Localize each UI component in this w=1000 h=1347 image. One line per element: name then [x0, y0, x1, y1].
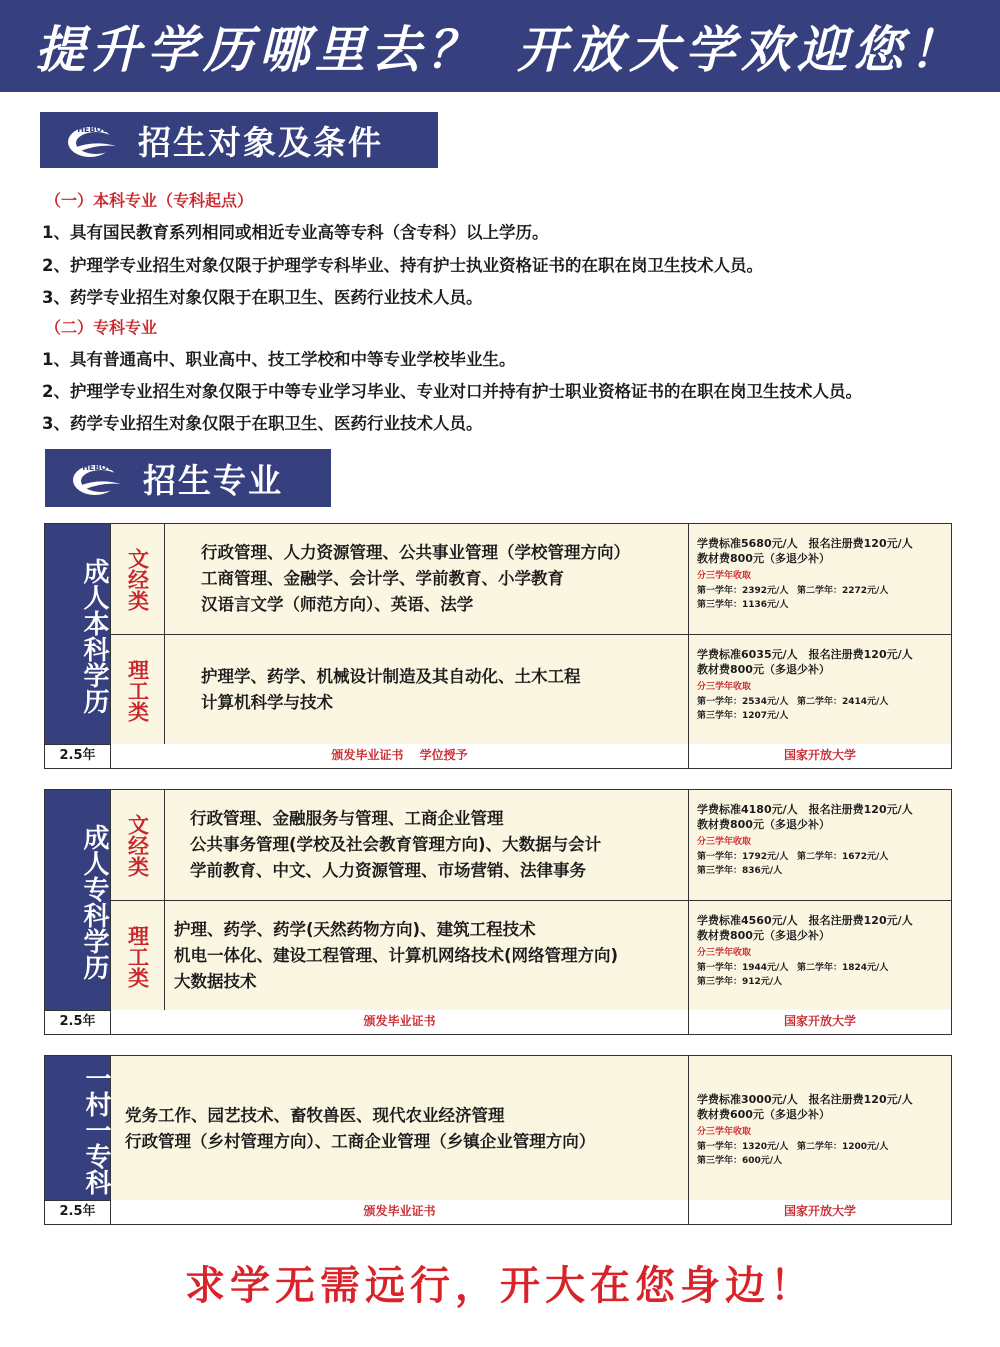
- major-line: 护理学、药学、机械设计制造及其自动化、土木工程: [201, 667, 581, 686]
- major-line: 公共事务管理(学校及社会教育管理方向)、大数据与会计: [190, 835, 602, 854]
- certificate-label: 颁发毕业证书: [111, 1200, 689, 1224]
- condition-line: 3、药学专业招生对象仅限于在职卫生、医药行业技术人员。: [42, 288, 483, 307]
- section-banner-programs: [45, 449, 331, 507]
- group-heading-undergrad: （一）本科专业（专科起点）: [45, 191, 254, 210]
- certificate-label: 颁发毕业证书: [111, 1010, 689, 1034]
- year3-fee: 第三学年：600元/人: [697, 1156, 783, 1166]
- fee-panel: [689, 901, 951, 1011]
- headline-part2: 开放大学欢迎您！: [517, 20, 965, 79]
- majors-list: [125, 1056, 689, 1201]
- fee-panel: [689, 635, 951, 745]
- major-line: 学前教育、中文、人力资源管理、市场营销、法律事务: [190, 861, 586, 880]
- year3-fee: 第三学年：1136元/人: [697, 600, 789, 610]
- year3-fee: 第三学年：912元/人: [697, 977, 783, 987]
- degree-column: [45, 1056, 111, 1224]
- duration-label: 2.5年: [45, 744, 111, 768]
- year1-fee: 第一学年：1320元/人: [697, 1142, 789, 1152]
- year-fees: [697, 961, 951, 975]
- fee-line: 教材费800元（多退少补）: [697, 818, 830, 831]
- duration-label: 2.5年: [45, 1200, 111, 1224]
- year2-fee: 第二学年：2272元/人: [797, 586, 889, 596]
- logo-text: HEBOU: [82, 463, 114, 472]
- degree-column: [45, 790, 111, 1034]
- fee-panel: [689, 790, 951, 900]
- fee-note: 分三学年收取: [697, 682, 752, 692]
- condition-line: 3、药学专业招生对象仅限于在职卫生、医药行业技术人员。: [42, 414, 483, 433]
- section-title-programs: 招生专业: [143, 460, 283, 500]
- year1-fee: 第一学年：1792元/人: [697, 852, 789, 862]
- condition-line: 1、具有普通高中、职业高中、技工学校和中等专业学校毕业生。: [42, 350, 516, 369]
- issuer-label: 国家开放大学: [783, 1014, 856, 1028]
- program-table-associate: [44, 789, 952, 1035]
- category-label: 文经类: [111, 524, 165, 634]
- major-line: 计算机科学与技术: [201, 693, 333, 712]
- degree-name: 一村一专科: [81, 1065, 111, 1195]
- program-row-science: [111, 635, 951, 746]
- year-fees: [697, 584, 951, 598]
- top-banner: [0, 0, 1000, 92]
- fee-line: 教材费800元（多退少补）: [697, 552, 830, 565]
- logo-text: HEBOU: [77, 125, 109, 134]
- year3-fee: 第三学年：1207元/人: [697, 711, 789, 721]
- hebou-logo-icon: [69, 458, 127, 498]
- certificate-row: [111, 1200, 951, 1224]
- degree-column: [45, 524, 111, 768]
- degree-name: 成人专科学历: [79, 824, 109, 980]
- year1-fee: 第一学年：2392元/人: [697, 586, 789, 596]
- fee-note: 分三学年收取: [697, 571, 752, 581]
- year2-fee: 第二学年：1824元/人: [797, 963, 889, 973]
- fee-note: 分三学年收取: [697, 837, 752, 847]
- program-row-liberal-arts: [111, 524, 951, 635]
- condition-line: 2、护理学专业招生对象仅限于护理学专科毕业、持有护士执业资格证书的在职在岗卫生技术人员。: [42, 256, 763, 275]
- year2-fee: 第二学年：1200元/人: [797, 1142, 889, 1152]
- certificate-label: 颁发毕业证书 学位授予: [111, 744, 689, 768]
- headline: [35, 10, 965, 82]
- fee-line: 学费标准4180元/人 报名注册费120元/人: [697, 803, 913, 816]
- duration-label: 2.5年: [45, 1010, 111, 1034]
- program-row-liberal-arts: [111, 790, 951, 901]
- major-line: 行政管理（乡村管理方向）、工商企业管理（乡镇企业管理方向）: [125, 1131, 596, 1151]
- program-table-bachelor: [44, 523, 952, 769]
- hebou-logo-icon: [64, 120, 122, 160]
- program-row-science: [111, 901, 951, 1012]
- majors-list: [201, 524, 689, 634]
- headline-part1: 提升学历哪里去？: [35, 20, 483, 79]
- issuer-label: 国家开放大学: [783, 748, 856, 762]
- program-row-village: [111, 1056, 951, 1202]
- category-label: 文经类: [111, 790, 165, 900]
- major-line: 行政管理、金融服务与管理、工商企业管理: [190, 809, 504, 828]
- major-line: 大数据技术: [174, 972, 257, 991]
- year-fees: [697, 695, 951, 709]
- degree-name: 成人本科学历: [79, 558, 109, 714]
- condition-line: 2、护理学专业招生对象仅限于中等专业学习毕业、专业对口并持有护士职业资格证书的在职在岗卫生技术人员。: [42, 382, 862, 401]
- major-line: 汉语言文学（师范方向）、英语、法学: [201, 595, 474, 614]
- fee-line: 学费标准5680元/人 报名注册费120元/人: [697, 537, 913, 550]
- major-line: 党务工作、园艺技术、畜牧兽医、现代农业经济管理: [125, 1105, 505, 1125]
- year-fees: [697, 1140, 951, 1154]
- section-banner-admission: [40, 112, 438, 168]
- fee-line: 学费标准4560元/人 报名注册费120元/人: [697, 914, 913, 927]
- year2-fee: 第二学年：1672元/人: [797, 852, 889, 862]
- fee-note: 分三学年收取: [697, 948, 752, 958]
- condition-line: 1、具有国民教育系列相同或相近专业高等专科（含专科）以上学历。: [42, 223, 549, 242]
- major-line: 护理、药学、药学(天然药物方向)、建筑工程技术: [174, 920, 536, 939]
- year2-fee: 第二学年：2414元/人: [797, 697, 889, 707]
- major-line: 机电一体化、建设工程管理、计算机网络技术(网络管理方向): [174, 946, 619, 965]
- fee-line: 学费标准3000元/人 报名注册费120元/人: [697, 1093, 913, 1106]
- year1-fee: 第一学年：1944元/人: [697, 963, 789, 973]
- footer-slogan: 求学无需远行，开大在您身边！: [185, 1263, 815, 1309]
- fee-panel: [689, 1056, 951, 1201]
- certificate-row: [111, 1010, 951, 1034]
- major-line: 行政管理、人力资源管理、公共事业管理（学校管理方向）: [201, 543, 630, 562]
- certificate-row: [111, 744, 951, 768]
- fee-note: 分三学年收取: [697, 1127, 752, 1137]
- fee-panel: [689, 524, 951, 634]
- program-table-village: [44, 1055, 952, 1225]
- majors-list: [201, 635, 689, 745]
- major-line: 工商管理、金融学、会计学、学前教育、小学教育: [201, 569, 564, 588]
- category-label: 理工类: [111, 901, 165, 1011]
- year1-fee: 第一学年：2534元/人: [697, 697, 789, 707]
- year3-fee: 第三学年：836元/人: [697, 866, 783, 876]
- category-label: 理工类: [111, 635, 165, 745]
- group-heading-junior: （二）专科专业: [45, 318, 158, 337]
- fee-line: 教材费800元（多退少补）: [697, 663, 830, 676]
- fee-line: 教材费800元（多退少补）: [697, 929, 830, 942]
- majors-list: [190, 790, 689, 900]
- fee-line: 学费标准6035元/人 报名注册费120元/人: [697, 648, 913, 661]
- majors-list: [174, 901, 689, 1011]
- fee-line: 教材费600元（多退少补）: [697, 1108, 830, 1121]
- year-fees: [697, 850, 951, 864]
- section-title-admission: 招生对象及条件: [138, 122, 383, 162]
- issuer-label: 国家开放大学: [783, 1204, 856, 1218]
